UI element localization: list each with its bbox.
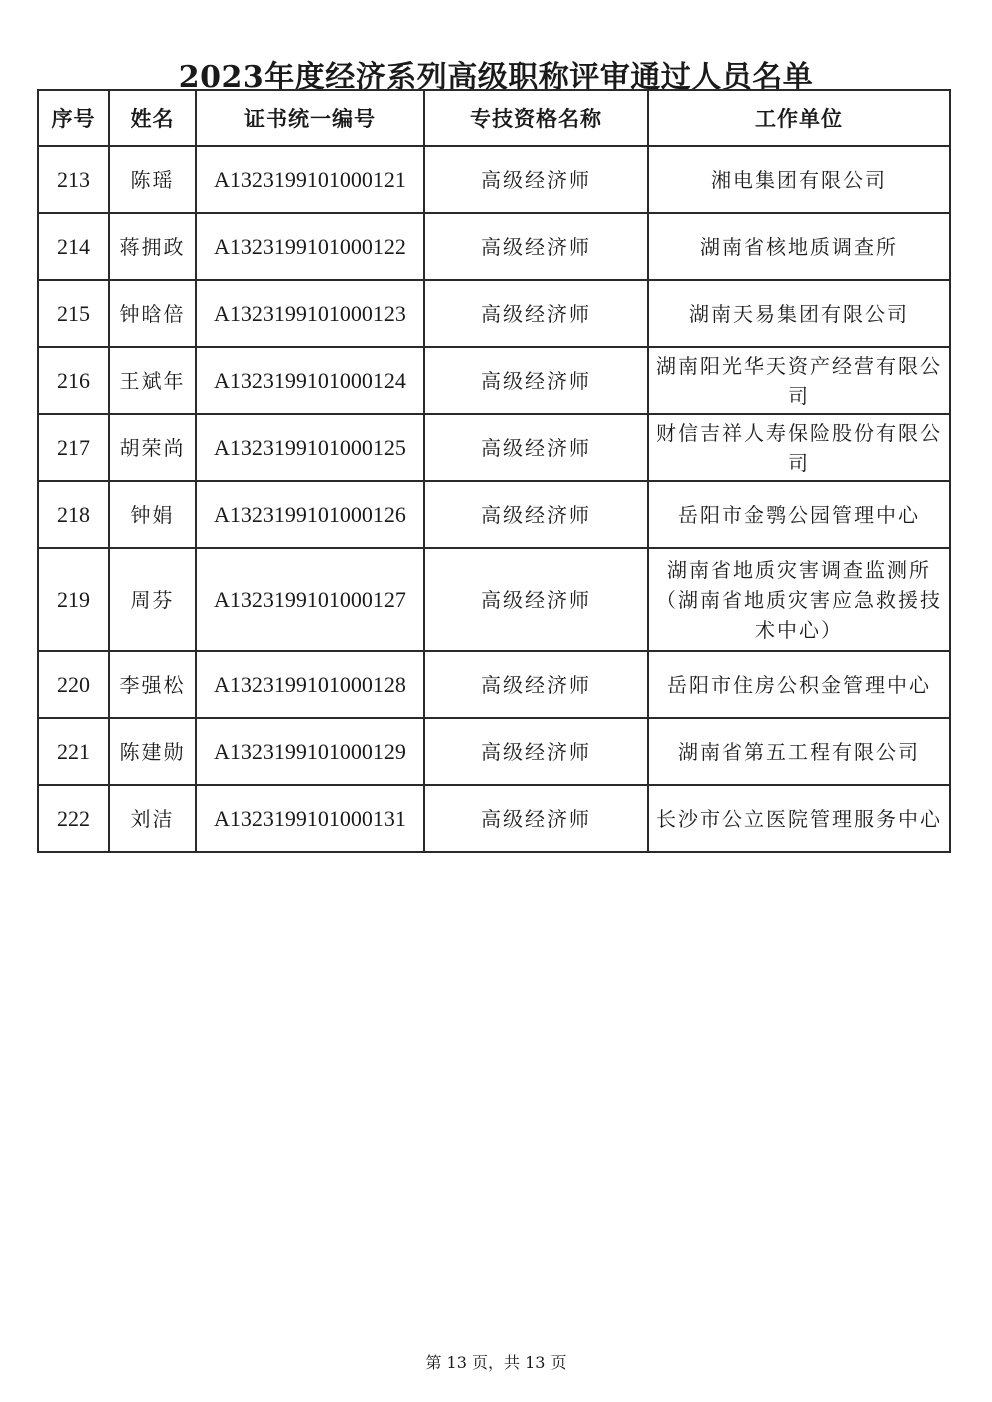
page-title: 2023年度经济系列高级职称评审通过人员名单 xyxy=(178,60,814,95)
personnel-table xyxy=(37,89,951,853)
cell-cert: A1323199101000122 xyxy=(196,213,424,280)
cell-cert: A1323199101000128 xyxy=(196,651,424,718)
header-name: 姓名 xyxy=(109,90,196,146)
table-row xyxy=(38,146,950,213)
cell-unit: 长沙市公立医院管理服务中心 xyxy=(648,785,950,852)
table-row xyxy=(38,347,950,414)
cell-qual: 高级经济师 xyxy=(424,280,648,347)
header-unit: 工作单位 xyxy=(648,90,950,146)
table-row xyxy=(38,481,950,548)
cell-name: 陈建勋 xyxy=(109,718,196,785)
cell-unit: 湖南省第五工程有限公司 xyxy=(648,718,950,785)
cell-seq: 220 xyxy=(38,651,109,718)
cell-seq: 219 xyxy=(38,548,109,651)
table-row xyxy=(38,718,950,785)
table-row xyxy=(38,785,950,852)
cell-cert: A1323199101000125 xyxy=(196,414,424,481)
cell-seq: 221 xyxy=(38,718,109,785)
cell-qual: 高级经济师 xyxy=(424,785,648,852)
cell-cert: A1323199101000121 xyxy=(196,146,424,213)
cell-qual: 高级经济师 xyxy=(424,146,648,213)
table-row xyxy=(38,548,950,651)
cell-seq: 218 xyxy=(38,481,109,548)
cell-unit: 财信吉祥人寿保险股份有限公司 xyxy=(648,414,950,481)
cell-qual: 高级经济师 xyxy=(424,651,648,718)
cell-cert: A1323199101000123 xyxy=(196,280,424,347)
table-row xyxy=(38,651,950,718)
table-row xyxy=(38,414,950,481)
cell-unit: 湘电集团有限公司 xyxy=(648,146,950,213)
cell-name: 陈瑶 xyxy=(109,146,196,213)
table-row xyxy=(38,213,950,280)
cell-cert: A1323199101000124 xyxy=(196,347,424,414)
cell-cert: A1323199101000131 xyxy=(196,785,424,852)
cell-unit: 岳阳市金鹗公园管理中心 xyxy=(648,481,950,548)
cell-cert: A1323199101000129 xyxy=(196,718,424,785)
cell-unit: 岳阳市住房公积金管理中心 xyxy=(648,651,950,718)
cell-qual: 高级经济师 xyxy=(424,414,648,481)
cell-name: 钟娟 xyxy=(109,481,196,548)
cell-name: 蒋拥政 xyxy=(109,213,196,280)
cell-seq: 217 xyxy=(38,414,109,481)
cell-seq: 214 xyxy=(38,213,109,280)
cell-qual: 高级经济师 xyxy=(424,548,648,651)
cell-unit: 湖南省核地质调查所 xyxy=(648,213,950,280)
page-footer: 第 13 页，共 13 页 xyxy=(425,1353,567,1372)
cell-seq: 213 xyxy=(38,146,109,213)
table-header-row xyxy=(38,90,950,146)
cell-seq: 222 xyxy=(38,785,109,852)
header-seq: 序号 xyxy=(38,90,109,146)
cell-cert: A1323199101000127 xyxy=(196,548,424,651)
cell-qual: 高级经济师 xyxy=(424,718,648,785)
cell-name: 钟晗倍 xyxy=(109,280,196,347)
cell-name: 周芬 xyxy=(109,548,196,651)
cell-qual: 高级经济师 xyxy=(424,347,648,414)
cell-qual: 高级经济师 xyxy=(424,213,648,280)
table-row xyxy=(38,280,950,347)
cell-unit: 湖南省地质灾害调查监测所（湖南省地质灾害应急救援技术中心） xyxy=(648,548,950,651)
cell-seq: 216 xyxy=(38,347,109,414)
cell-qual: 高级经济师 xyxy=(424,481,648,548)
cell-unit: 湖南阳光华天资产经营有限公司 xyxy=(648,347,950,414)
cell-seq: 215 xyxy=(38,280,109,347)
cell-unit: 湖南天易集团有限公司 xyxy=(648,280,950,347)
cell-name: 胡荣尚 xyxy=(109,414,196,481)
header-qual: 专技资格名称 xyxy=(424,90,648,146)
cell-name: 李强松 xyxy=(109,651,196,718)
cell-cert: A1323199101000126 xyxy=(196,481,424,548)
cell-name: 刘洁 xyxy=(109,785,196,852)
header-cert: 证书统一编号 xyxy=(196,90,424,146)
cell-name: 王斌年 xyxy=(109,347,196,414)
